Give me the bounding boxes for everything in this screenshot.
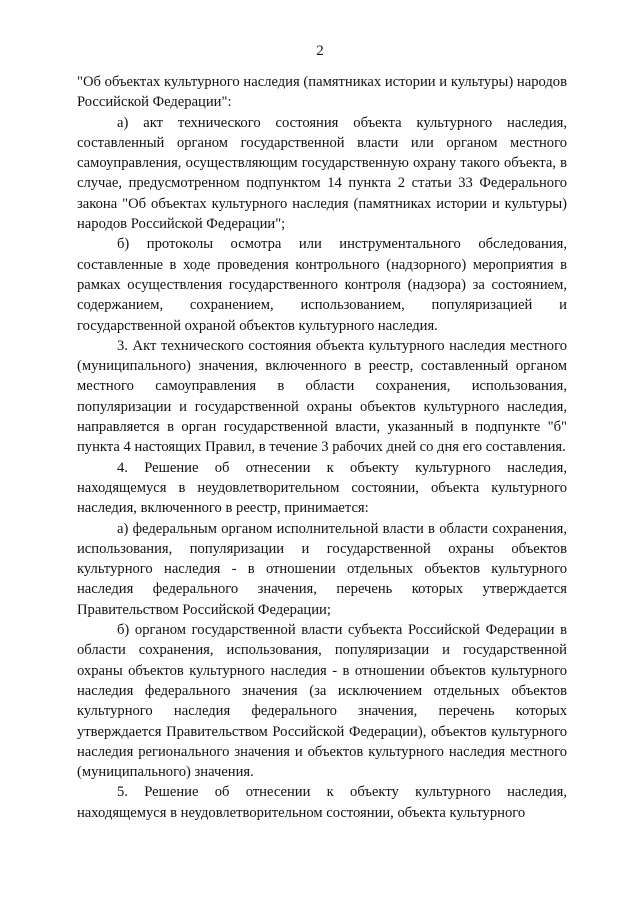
- paragraph-continuation: "Об объектах культурного наследия (памятниках истории и культуры) народов Российской Федерации":: [77, 74, 567, 111]
- paragraph-item-3: 3. Акт технического состояния объекта культурного наследия местного (муниципального) значения, включенного в реестр, составленный органом местного самоуправления в области сохранения, использования, популяризации и государственной охраны объектов культурного наследия, направляется в орган государственной власти, указанный в подпункте "б" пункта 4 настоящих Правил, в течение 3 рабочих дней со дня его составления.: [77, 337, 567, 456]
- paragraph-item-5: 5. Решение об отнесении к объекту культурного наследия, находящемуся в неудовлетворительном состоянии, объекта культурного: [77, 784, 567, 821]
- document-body: [77, 72, 567, 823]
- page-number: 2: [316, 43, 324, 59]
- paragraph-item-4-subitem-b: б) органом государственной власти субъекта Российской Федерации в области сохранения, использования, популяризации и государственной охраны объектов культурного наследия - в отношении объектов культурного наследия федерального значения (за исключением отдельных объектов культурного наследия федерального значения, перечень которых утверждается Правительством Российской Федерации), объектов культурного наследия регионального значения и объектов культурного наследия местного (муниципального) значения.: [77, 622, 567, 781]
- paragraph-subitem-a: а) акт технического состояния объекта культурного наследия, составленный органом государственной власти или органом местного самоуправления, осуществляющим государственную охрану такого объекта, в случае, предусмотренном подпунктом 14 пункта 2 статьи 33 Федерального закона "Об объектах культурного наследия (памятниках истории и культуры) народов Российской Федерации";: [77, 114, 567, 233]
- paragraph-item-4-subitem-a: а) федеральным органом исполнительной власти в области сохранения, использования, популяризации и государственной охраны объектов культурного наследия - в отношении отдельных объектов культурного наследия федерального значения, перечень которых утверждается Правительством Российской Федерации;: [77, 520, 567, 618]
- paragraph-subitem-b: б) протоколы осмотра или инструментального обследования, составленные в ходе проведения контрольного (надзорного) мероприятия в рамках осуществления государственного контроля (надзора) за состоянием, содержанием, сохранением, использованием, популяризацией и государственной охраной объектов культурного наследия.: [77, 236, 567, 334]
- paragraph-item-4: 4. Решение об отнесении к объекту культурного наследия, находящемуся в неудовлетворительном состоянии, объекта культурного наследия, включенного в реестр, принимается:: [77, 459, 567, 517]
